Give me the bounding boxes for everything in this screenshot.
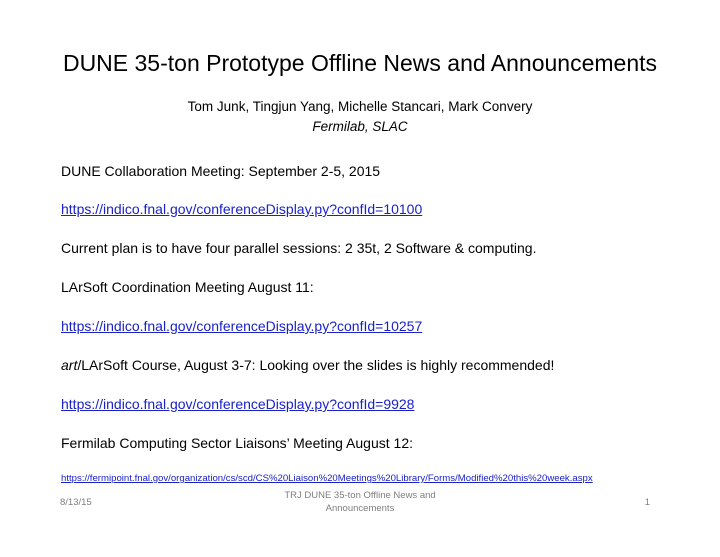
affiliation: Fermilab, SLAC [312, 119, 408, 134]
collab-meeting-text: DUNE Collaboration Meeting: September 2-5, 2015 [61, 163, 381, 179]
course-text-rest: /LArSoft Course, August 3-7: Looking over the slides is highly recommended! [77, 357, 555, 373]
larsoft-meeting-text: LArSoft Coordination Meeting August 11: [61, 279, 314, 295]
footer-title-line2: Announcements [325, 503, 395, 514]
larsoft-meeting-link[interactable]: https://indico.fnal.gov/conferenceDisplay.py?confId=10257 [61, 318, 423, 334]
slide-title: DUNE 35-ton Prototype Offline News and Announcements [62, 50, 658, 76]
course-art-word: art [61, 357, 78, 373]
collab-meeting-link[interactable]: https://indico.fnal.gov/conferenceDisplay.py?confId=10100 [61, 201, 423, 217]
authors: Tom Junk, Tingjun Yang, Michelle Stancari, Mark Convery [187, 99, 533, 114]
course-text [61, 355, 554, 375]
footer-date: 8/13/15 [60, 497, 92, 508]
course-link[interactable]: https://indico.fnal.gov/conferenceDisplay.py?confId=9928 [61, 396, 415, 412]
footer-title-line1: TRJ DUNE 35-ton Offline News and [284, 490, 436, 501]
footer-title [250, 489, 470, 515]
plan-text: Current plan is to have four parallel sessions: 2 35t, 2 Software & computing. [61, 240, 537, 256]
page-number: 1 [644, 497, 650, 508]
liaisons-meeting-link[interactable]: https://fermipoint.fnal.gov/organization/cs/scd/CS%20Liaison%20Meetings%20Library/Forms/Modified%20this%20week.aspx [61, 473, 593, 484]
liaisons-meeting-text: Fermilab Computing Sector Liaisons’ Meeting August 12: [61, 435, 413, 451]
